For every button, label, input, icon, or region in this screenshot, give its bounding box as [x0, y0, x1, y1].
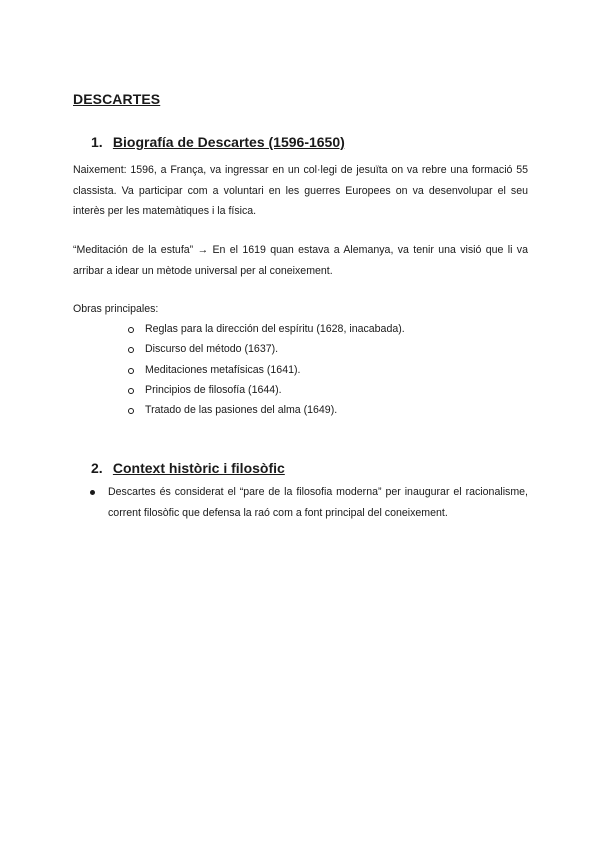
hollow-circle-bullet-icon — [128, 388, 134, 394]
hollow-circle-bullet-icon — [128, 408, 134, 414]
obras-label: Obras principales: — [73, 303, 159, 315]
obras-list — [128, 319, 405, 420]
estufa-paragraph: “Meditación de la estufa” → En el 1619 quan estava a Alemanya, va tenir una visió que li va arribar a idear un mètode universal per al coneixement. — [73, 244, 528, 277]
list-item: Tratado de las pasiones del alma (1649). — [128, 400, 405, 420]
solid-bullet-icon — [90, 490, 95, 495]
section-number: 1. — [91, 134, 103, 150]
section-heading-context — [91, 460, 285, 476]
section-heading-text: Biografía de Descartes (1596-1650) — [112, 134, 345, 150]
section-heading-text: Context històric i filosòfic — [112, 460, 285, 476]
list-item: Reglas para la dirección del espíritu (1628, inacabada). — [128, 319, 405, 339]
document-title: DESCARTES — [73, 91, 161, 107]
list-item: Meditaciones metafísicas (1641). — [128, 360, 405, 380]
section-number: 2. — [91, 460, 103, 476]
context-bullet-list — [90, 482, 528, 523]
section-heading-biografia — [91, 134, 345, 150]
hollow-circle-bullet-icon — [128, 368, 134, 374]
hollow-circle-bullet-icon — [128, 347, 134, 353]
biography-paragraph: Naixement: 1596, a França, va ingressar en un col·legi de jesuïta on va rebre una formació 55 classista. Va participar com a voluntari en les guerres Europees on va desenvolupar el seu interès per les matemàtiques i la física. — [73, 164, 528, 217]
list-item: Principios de filosofía (1644). — [128, 380, 405, 400]
hollow-circle-bullet-icon — [128, 327, 134, 333]
list-item: Discurso del método (1637). — [128, 339, 405, 359]
list-item: Descartes és considerat el “pare de la filosofia moderna” per inaugurar el racionalisme, corrent filosòfic que defensa la raó com a font principal del coneixement. — [90, 482, 528, 523]
